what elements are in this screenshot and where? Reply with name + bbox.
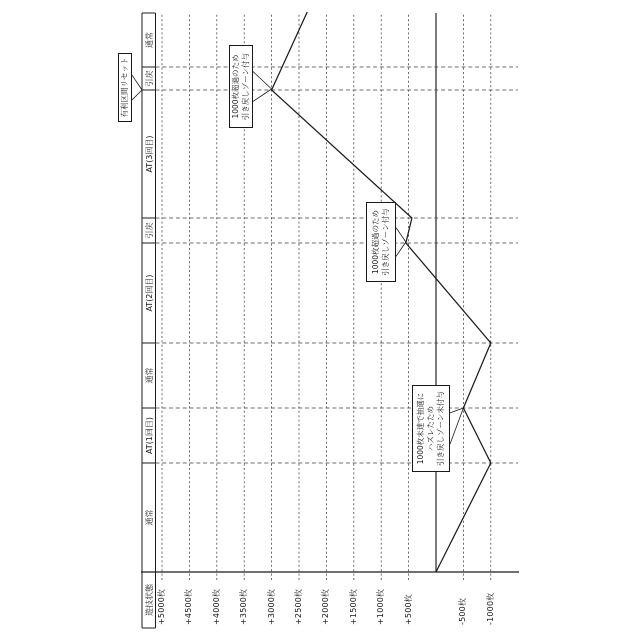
callout-pointer: [253, 89, 272, 101]
callout-text-line: ハズレたため: [426, 406, 436, 451]
state-strip-label: 通常: [144, 367, 154, 384]
axis-tick-label: -1000枚: [485, 592, 495, 625]
axis-tick-label: +1000枚: [376, 588, 386, 625]
callout-text-line: 引き戻しゾーン付与: [381, 208, 390, 276]
state-strip-header-label: 遊技状態: [144, 584, 154, 616]
state-strip-label: 通常: [144, 509, 154, 526]
state-strip-label: AT(1回目): [144, 416, 154, 455]
callout-text-line: 1000枚超過のため: [231, 54, 241, 119]
state-strip-label: 引戻: [144, 70, 154, 87]
callout-text-line: 1000枚超過のため: [371, 209, 381, 275]
axis-tick-label: +4000枚: [211, 588, 221, 625]
callout-pointer: [396, 242, 406, 256]
axis-tick-label: +500枚: [403, 594, 413, 625]
axis-tick-label: +3000枚: [266, 588, 276, 625]
axis-tick-label: -500枚: [458, 597, 468, 625]
state-strip-label: AT(3回目): [144, 135, 154, 173]
callout-text-line: 引き戻しゾーン未付与: [435, 391, 445, 466]
callout-pointer: [132, 75, 142, 90]
state-strip-label: 通常: [144, 32, 154, 48]
axis-tick-label: +3500枚: [239, 588, 249, 625]
axis-tick-label: +5000枚: [157, 588, 166, 625]
axis-tick-label: +1500枚: [348, 588, 358, 625]
callout-text-line: 引き戻しゾーン付与: [241, 52, 250, 121]
axis-tick-label: +2000枚: [321, 588, 331, 625]
axis-tick-label: +4500枚: [184, 588, 194, 625]
callout-pointer: [450, 408, 463, 413]
state-strip-label: 引戻: [144, 222, 154, 239]
callout-pointer: [253, 72, 272, 89]
callout-pointer: [132, 90, 142, 100]
state-strip-label: AT(2回目): [144, 274, 154, 312]
callout-pointer: [450, 408, 463, 444]
callout-text-line: 有利区間リセット: [120, 57, 130, 118]
callout-pointer: [396, 228, 406, 242]
axis-tick-label: +2500枚: [294, 588, 303, 625]
callout-text-line: 1000枚未達で抽選に: [416, 392, 426, 465]
